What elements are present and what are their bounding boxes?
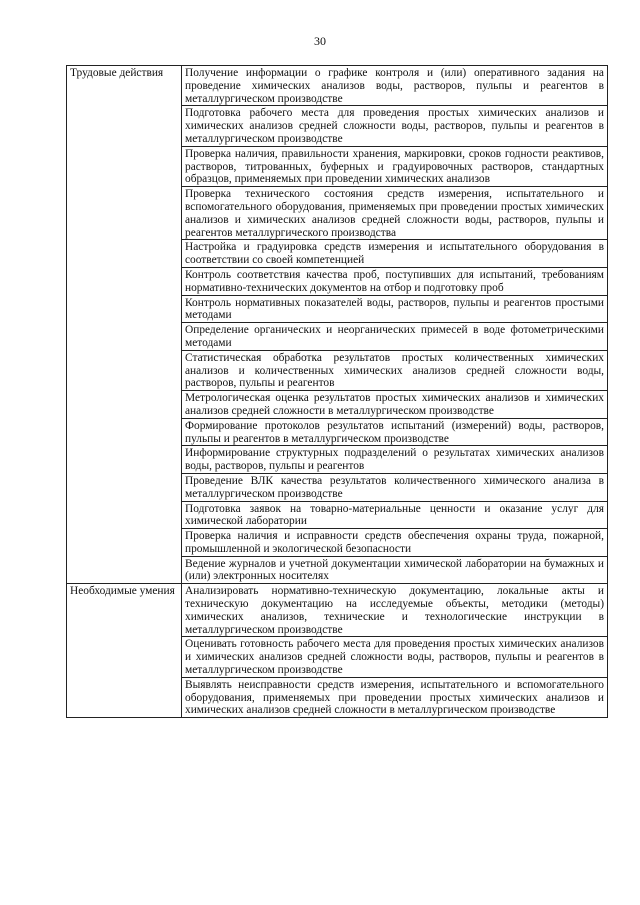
item-description: Настройка и градуировка средств измерения и испытательного оборудования в соответствии со своей компетенцией — [182, 240, 608, 268]
item-description: Подготовка заявок на товарно-материальные ценности и оказание услуг для химической лаборатории — [182, 501, 608, 529]
item-description: Выявлять неисправности средств измерения, испытательного и вспомогательного оборудования, применяемых при проведении простых химических анализов и химических анализов средней сложности в металлургическом производстве — [182, 677, 608, 717]
item-description: Оценивать готовность рабочего места для проведения простых химических анализов и химических анализов средней сложности воды, растворов, пульпы и реагентов в металлургическом производстве — [182, 637, 608, 677]
item-description: Метрологическая оценка результатов простых химических анализов и химических анализов средней сложности в металлургическом производстве — [182, 391, 608, 419]
page-number: 30 — [314, 34, 326, 48]
item-description: Получение информации о графике контроля и (или) оперативного задания на проведение химических анализов воды, растворов, пульпы и реагентов в металлургическом производстве — [182, 66, 608, 106]
item-description: Ведение журналов и учетной документации химической лаборатории на бумажных и (или) электронных носителях — [182, 556, 608, 584]
item-description: Формирование протоколов результатов испытаний (измерений) воды, растворов, пульпы и реагентов в металлургическом производстве — [182, 418, 608, 446]
section-title: Необходимые умения — [67, 584, 182, 718]
section-title: Трудовые действия — [67, 66, 182, 584]
item-description: Статистическая обработка результатов простых количественных химических анализов и количественных химических анализов средней сложности воды, растворов, пульпы и реагентов — [182, 350, 608, 390]
item-description: Проверка наличия, правильности хранения, маркировки, сроков годности реактивов, растворов, титрованных, буферных и градуировочных растворов, стандартных образцов, применяемых при проведении химических анализов — [182, 146, 608, 186]
table-row — [67, 584, 608, 637]
item-description: Подготовка рабочего места для проведения простых химических анализов и химических анализов средней сложности воды, растворов, пульпы и реагентов в металлургическом производстве — [182, 106, 608, 146]
item-description: Определение органических и неорганических примесей в воде фотометрическими методами — [182, 323, 608, 351]
item-description: Проверка наличия и исправности средств обеспечения охраны труда, пожарной, промышленной и экологической безопасности — [182, 529, 608, 557]
item-description: Анализировать нормативно-техническую документацию, локальные акты и техническую документацию на исследуемые объекты, методики (методы) химических анализов, технические и технологические инструкции в металлургическом производстве — [182, 584, 608, 637]
item-description: Контроль нормативных показателей воды, растворов, пульпы и реагентов простыми методами — [182, 295, 608, 323]
item-description: Проведение ВЛК качества результатов количественного химического анализа в металлургическом производстве — [182, 473, 608, 501]
item-description: Информирование структурных подразделений о результатах химических анализов воды, растворов, пульпы и реагентов — [182, 446, 608, 474]
item-description: Проверка технического состояния средств измерения, испытательного и вспомогательного оборудования, применяемых при проведении простых химических анализов и химических анализов средней сложности воды, растворов, пульпы и реагентов металлургического производства — [182, 187, 608, 240]
item-description: Контроль соответствия качества проб, поступивших для испытаний, требованиям нормативно-технических документов на отбор и подготовку проб — [182, 267, 608, 295]
table-row — [67, 66, 608, 106]
qualification-table — [66, 65, 608, 718]
